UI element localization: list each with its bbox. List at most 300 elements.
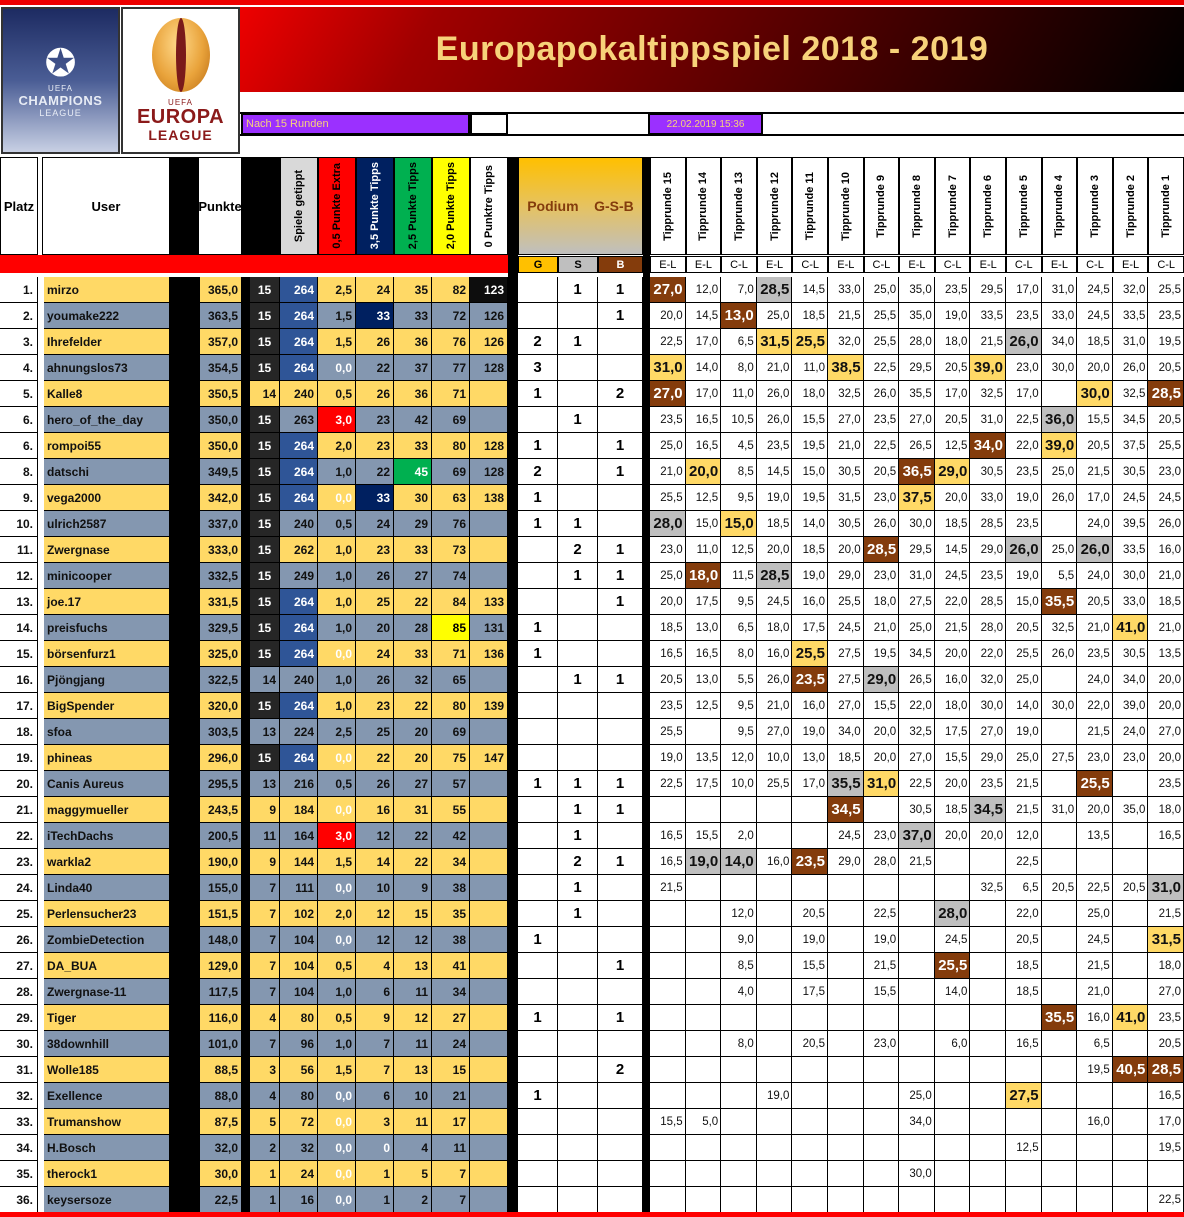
tips-0 [470,1057,508,1083]
tips-2-0: 38 [432,927,470,953]
round-score [970,1135,1006,1161]
round-score: 26,0 [757,407,793,433]
podium-gold: 1 [518,511,558,537]
round-score: 20,0 [828,537,864,563]
tips-2-5: 36 [394,381,432,407]
table-row[interactable] [0,277,1184,303]
rounds-played: 15 [250,693,280,719]
tips-2-5: 2 [394,1187,432,1213]
table-row[interactable] [0,745,1184,771]
round-score [1113,979,1149,1005]
col-header-round-label: Tipprunde 12 [768,171,781,241]
round-score: 27,0 [650,277,686,303]
round-type: C-L [864,256,900,273]
table-row[interactable] [0,1187,1184,1213]
user-name[interactable]: Kalle8 [44,381,170,407]
round-score: 12,0 [686,277,722,303]
round-score: 10,0 [721,771,757,797]
divider [242,745,250,771]
round-score [650,1005,686,1031]
user-name[interactable]: youmake222 [44,303,170,329]
round-score: 18,5 [935,511,971,537]
logo-cl-uefa: UEFA [48,83,73,93]
round-score [686,979,722,1005]
round-score: 30,5 [899,797,935,823]
tips-2-0: 17 [432,1109,470,1135]
tips-3-5: 33 [356,485,394,511]
tips-2-0: 74 [432,563,470,589]
round-score: 15,0 [686,511,722,537]
round-score: 18,0 [935,693,971,719]
user-name[interactable]: rompoi55 [44,433,170,459]
rank: 15. [0,641,38,667]
col-header-round [757,157,793,255]
table-row[interactable] [0,1135,1184,1161]
tips-0: 131 [470,615,508,641]
rank: 3. [0,329,38,355]
rounds-played: 13 [250,719,280,745]
podium-silver: 1 [558,277,598,303]
rank: 33. [0,1109,38,1135]
table-row[interactable] [0,433,1184,459]
round-score: 32,0 [1113,277,1149,303]
user-name[interactable]: Ihrefelder [44,329,170,355]
user-name[interactable]: vega2000 [44,485,170,511]
round-score: 16,5 [686,433,722,459]
user-name[interactable]: Trumanshow [44,1109,170,1135]
rounds-played: 14 [250,667,280,693]
round-score: 36,5 [899,459,935,485]
rank: 2. [0,303,38,329]
round-score: 20,0 [1148,745,1184,771]
table-row[interactable] [0,303,1184,329]
round-score [757,1057,793,1083]
points: 190,0 [200,849,242,875]
user-name[interactable]: Pjöngjang [44,667,170,693]
table-row[interactable] [0,537,1184,563]
round-score: 9,5 [721,719,757,745]
tips-2-0: 7 [432,1161,470,1187]
points: 325,0 [200,641,242,667]
tips-2-0: 21 [432,1083,470,1109]
table-row[interactable] [0,1057,1184,1083]
user-name[interactable]: börsenfurz1 [44,641,170,667]
tips-0 [470,381,508,407]
points: 320,0 [200,693,242,719]
round-score: 14,0 [721,849,757,875]
round-score [899,1135,935,1161]
podium-gold: 1 [518,485,558,511]
games-tipped: 240 [280,667,318,693]
round-score [828,1187,864,1213]
round-score: 20,0 [935,823,971,849]
tips-3-5: 22 [356,459,394,485]
round-score: 21,0 [757,693,793,719]
table-row[interactable] [0,459,1184,485]
table-row[interactable] [0,589,1184,615]
round-score: 27,0 [899,745,935,771]
podium-bronze: 1 [598,953,643,979]
round-score: 29,0 [970,537,1006,563]
rank: 19. [0,745,38,771]
rank: 26. [0,927,38,953]
round-score: 12,5 [686,693,722,719]
divider [170,1057,200,1083]
user-name[interactable]: Linda40 [44,875,170,901]
games-tipped: 240 [280,511,318,537]
table-row[interactable] [0,823,1184,849]
table-row[interactable] [0,563,1184,589]
extra-points: 2,0 [318,433,356,459]
user-name[interactable]: ZombieDetection [44,927,170,953]
user-name[interactable]: datschi [44,459,170,485]
tips-3-5: 22 [356,355,394,381]
round-score: 34,5 [828,797,864,823]
tips-2-0: 65 [432,667,470,693]
round-score [792,1161,828,1187]
user-name[interactable]: Canis Aureus [44,771,170,797]
user-name[interactable]: joe.17 [44,589,170,615]
tips-2-5: 15 [394,901,432,927]
extra-points: 2,5 [318,277,356,303]
table-row[interactable] [0,771,1184,797]
tips-0: 136 [470,641,508,667]
podium-silver: 1 [558,797,598,823]
tips-2-5: 11 [394,979,432,1005]
podium-silver: 1 [558,901,598,927]
round-score: 8,5 [721,953,757,979]
round-score: 21,5 [828,303,864,329]
round-score: 13,0 [721,303,757,329]
tips-0 [470,1161,508,1187]
round-score [686,1161,722,1187]
round-score: 23,0 [1006,355,1042,381]
round-score: 25,5 [1148,277,1184,303]
round-score: 25,0 [864,277,900,303]
round-score [1006,1057,1042,1083]
table-row[interactable] [0,1031,1184,1057]
rank: 14. [0,615,38,641]
divider [170,407,200,433]
user-name[interactable]: hero_of_the_day [44,407,170,433]
round-score: 8,5 [721,459,757,485]
podium-silver [558,589,598,615]
round-score: 26,0 [864,381,900,407]
round-score: 25,5 [864,329,900,355]
round-score: 20,0 [757,537,793,563]
divider [170,511,200,537]
points: 155,0 [200,875,242,901]
divider [242,797,250,823]
tips-2-0: 75 [432,745,470,771]
divider [170,849,200,875]
round-score: 23,5 [650,693,686,719]
user-name[interactable]: minicooper [44,563,170,589]
tips-0 [470,719,508,745]
user-name[interactable]: phineas [44,745,170,771]
round-score: 38,5 [828,355,864,381]
tips-0: 128 [470,433,508,459]
round-score: 23,0 [864,823,900,849]
round-score: 41,0 [1113,1005,1149,1031]
table-row[interactable] [0,667,1184,693]
extra-points: 1,0 [318,979,356,1005]
round-score: 29,0 [970,745,1006,771]
points: 87,5 [200,1109,242,1135]
header-red-bar [0,255,508,273]
user-name[interactable]: mirzo [44,277,170,303]
user-name[interactable]: Zwergnase [44,537,170,563]
rank: 10. [0,511,38,537]
rank: 11. [0,537,38,563]
round-score: 34,5 [899,641,935,667]
table-row[interactable] [0,1109,1184,1135]
round-score: 18,0 [864,589,900,615]
user-name[interactable]: Tiger [44,1005,170,1031]
user-name[interactable]: Exellence [44,1083,170,1109]
col-header-round [1077,157,1113,255]
divider [242,901,250,927]
round-score [899,1031,935,1057]
table-row[interactable] [0,1005,1184,1031]
tips-2-5: 22 [394,589,432,615]
round-score: 15,5 [686,823,722,849]
user-name[interactable]: preisfuchs [44,615,170,641]
extra-points: 0,0 [318,1083,356,1109]
divider [170,303,200,329]
tips-0 [470,953,508,979]
round-score [757,875,793,901]
podium-silver: 1 [558,407,598,433]
round-score: 25,0 [1006,667,1042,693]
tips-2-0: 42 [432,823,470,849]
round-type: C-L [721,256,757,273]
divider [242,433,250,459]
divider [242,459,250,485]
round-score: 22,0 [1077,693,1113,719]
logo-el-name: EUROPA [136,106,225,128]
round-score [792,1057,828,1083]
round-type: E-L [1113,256,1149,273]
tips-3-5: 26 [356,771,394,797]
round-score: 17,5 [686,589,722,615]
round-score: 21,5 [1077,459,1113,485]
rank: 22. [0,823,38,849]
col-header-round-label: Tipprunde 5 [1017,174,1030,238]
round-score [970,1031,1006,1057]
round-score: 21,5 [1077,719,1113,745]
round-score [970,927,1006,953]
round-score: 22,5 [864,901,900,927]
round-score: 30,5 [1113,641,1149,667]
rounds-played: 14 [250,381,280,407]
round-score: 18,0 [686,563,722,589]
extra-points: 1,0 [318,615,356,641]
col-header-p35-label: 3,5 Punkte Tipps [369,162,381,250]
round-score [970,849,1006,875]
round-score [970,1187,1006,1213]
user-name[interactable]: sfoa [44,719,170,745]
rank: 36. [0,1187,38,1213]
user-name[interactable]: DA_BUA [44,953,170,979]
round-score: 19,5 [792,433,828,459]
points: 363,5 [200,303,242,329]
podium-gold: 2 [518,459,558,485]
user-name[interactable]: maggymueller [44,797,170,823]
games-tipped: 16 [280,1187,318,1213]
col-header-round-label: Tipprunde 3 [1088,174,1101,238]
round-score [970,1005,1006,1031]
points: 350,0 [200,433,242,459]
table-row[interactable] [0,381,1184,407]
tips-0 [470,849,508,875]
user-name[interactable]: ahnungslos73 [44,355,170,381]
user-name[interactable]: 38downhill [44,1031,170,1057]
table-row[interactable] [0,849,1184,875]
extra-points: 0,5 [318,1005,356,1031]
divider [170,745,200,771]
col-header-p25 [394,157,432,255]
round-score: 14,0 [686,355,722,381]
tips-2-5: 22 [394,693,432,719]
table-row[interactable] [0,875,1184,901]
round-score: 17,0 [1006,277,1042,303]
table-row[interactable] [0,719,1184,745]
tips-0 [470,797,508,823]
round-score: 19,0 [864,927,900,953]
round-score: 16,5 [686,407,722,433]
round-score: 20,0 [650,589,686,615]
tips-0: 123 [470,277,508,303]
round-score: 9,5 [721,693,757,719]
tips-0 [470,823,508,849]
table-row[interactable] [0,355,1184,381]
round-score: 27,0 [650,381,686,407]
table-row[interactable] [0,901,1184,927]
round-score: 35,5 [828,771,864,797]
round-score [970,953,1006,979]
round-score [686,719,722,745]
round-score [686,1135,722,1161]
col-header-round [899,157,935,255]
podium-silver: 2 [558,537,598,563]
round-score: 23,0 [1113,745,1149,771]
round-score [828,1109,864,1135]
round-score: 21,5 [935,615,971,641]
col-header-round-label: Tipprunde 8 [910,174,923,238]
table-row[interactable] [0,927,1184,953]
divider [170,459,200,485]
round-score [1077,1161,1113,1187]
extra-points: 1,5 [318,849,356,875]
podium-gold: 1 [518,1083,558,1109]
round-score: 32,5 [970,381,1006,407]
table-row[interactable] [0,953,1184,979]
user-name[interactable]: BigSpender [44,693,170,719]
table-row[interactable] [0,1083,1184,1109]
divider [170,797,200,823]
podium-silver [558,979,598,1005]
rounds-played: 4 [250,1005,280,1031]
rounds-played: 9 [250,797,280,823]
user-name[interactable]: Wolle185 [44,1057,170,1083]
podium-bronze [598,511,643,537]
table-row[interactable] [0,615,1184,641]
round-score: 21,0 [864,615,900,641]
table-row[interactable] [0,979,1184,1005]
tips-2-0: 71 [432,381,470,407]
tips-3-5: 24 [356,511,394,537]
user-name[interactable]: iTechDachs [44,823,170,849]
podium-gold [518,277,558,303]
round-score: 15,5 [1077,407,1113,433]
round-score [970,901,1006,927]
user-name[interactable]: Perlensucher23 [44,901,170,927]
table-row[interactable] [0,1161,1184,1187]
round-score [686,797,722,823]
tips-3-5: 7 [356,1057,394,1083]
extra-points: 0,0 [318,927,356,953]
extra-points: 2,5 [318,719,356,745]
round-score: 30,0 [1042,693,1078,719]
round-score: 34,0 [1042,329,1078,355]
divider [170,1135,200,1161]
user-name[interactable]: keysersoze [44,1187,170,1213]
table-row[interactable] [0,693,1184,719]
user-name[interactable]: warkla2 [44,849,170,875]
round-score: 10,5 [721,407,757,433]
points: 331,5 [200,589,242,615]
extra-points: 0,0 [318,875,356,901]
round-score: 20,0 [1077,355,1113,381]
podium-gold [518,589,558,615]
tips-2-0: 34 [432,849,470,875]
logo-cl-name: CHAMPIONS [18,92,103,108]
user-name[interactable]: therock1 [44,1161,170,1187]
status-badge: Nach 15 Runden [241,113,470,135]
round-score [899,979,935,1005]
tips-3-5: 26 [356,667,394,693]
round-score: 33,0 [1042,303,1078,329]
user-name[interactable]: H.Bosch [44,1135,170,1161]
table-row[interactable] [0,329,1184,355]
table-row[interactable] [0,407,1184,433]
divider [242,157,280,255]
tips-2-0: 35 [432,901,470,927]
rank: 20. [0,771,38,797]
col-header-round [1113,157,1149,255]
round-score: 32,5 [1042,615,1078,641]
podium-bronze: 1 [598,1005,643,1031]
table-row[interactable] [0,485,1184,511]
round-score: 27,5 [1042,745,1078,771]
tips-3-5: 25 [356,589,394,615]
round-score: 35,0 [899,303,935,329]
divider [170,589,200,615]
round-score: 25,5 [792,329,828,355]
table-row[interactable] [0,797,1184,823]
round-score: 28,0 [899,329,935,355]
podium-silver [558,615,598,641]
round-score: 21,0 [1148,615,1184,641]
round-score [721,1135,757,1161]
tips-2-5: 12 [394,1005,432,1031]
table-row[interactable] [0,511,1184,537]
table-row[interactable] [0,641,1184,667]
rank: 5. [0,381,38,407]
user-name[interactable]: ulrich2587 [44,511,170,537]
user-name[interactable]: Zwergnase-11 [44,979,170,1005]
